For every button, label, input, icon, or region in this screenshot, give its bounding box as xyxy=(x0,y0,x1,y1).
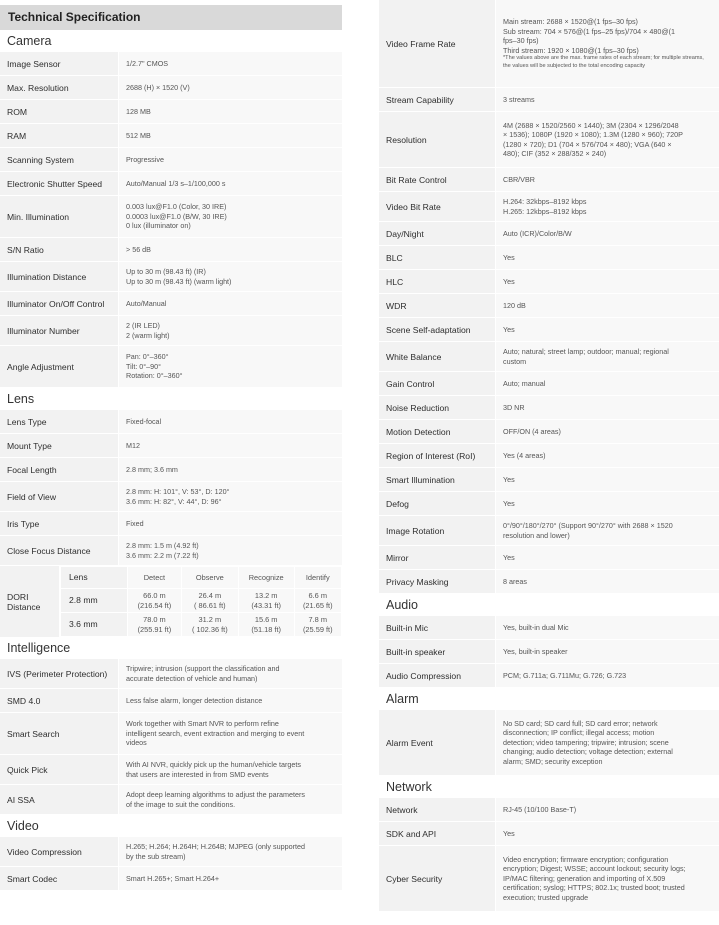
spec-value-line: Video encryption; firmware encryption; configuration xyxy=(503,854,669,864)
dori-distance-line: (51.18 ft) xyxy=(251,624,281,634)
spec-label: Built-in Mic xyxy=(379,616,495,640)
spec-value-line: disconnection; IP conflict; illegal access; motion xyxy=(503,728,655,738)
dori-distance-line: (255.91 ft) xyxy=(137,624,172,634)
spec-value-line: 2 (warm light) xyxy=(126,330,170,340)
spec-value xyxy=(495,570,719,594)
spec-label: Illuminator On/Off Control xyxy=(0,292,118,316)
spec-label: Gain Control xyxy=(379,372,495,396)
spec-value-line: 2.8 mm; 3.6 mm xyxy=(126,464,178,474)
spec-value-line: detection; video tampering; tripwire; intrusion; scene xyxy=(503,737,669,747)
spec-label: Max. Resolution xyxy=(0,76,118,100)
spec-value xyxy=(118,536,342,566)
spec-row xyxy=(0,713,342,755)
spec-value-line: changing; audio detection; voltage detection; external xyxy=(503,747,673,757)
spec-row xyxy=(0,124,342,148)
spec-label: Bit Rate Control xyxy=(379,168,495,192)
dori-distance-line: (216.54 ft) xyxy=(137,600,172,610)
spec-value-line: Pan: 0°–360° xyxy=(126,352,169,362)
spec-label: Lens Type xyxy=(0,410,118,434)
spec-label: Angle Adjustment xyxy=(0,346,118,388)
spec-value xyxy=(495,516,719,546)
spec-label: AI SSA xyxy=(0,785,118,815)
spec-value-line: H.265; H.264; H.264H; H.264B; MJPEG (only supported xyxy=(126,842,305,851)
spec-value-line: 1/2.7" CMOS xyxy=(126,58,169,68)
section-heading: Intelligence xyxy=(7,641,71,655)
spec-value xyxy=(118,434,342,458)
spec-value xyxy=(495,112,719,168)
spec-value-line: 0°/90°/180°/270° (Support 90°/270° with 2688 × 1520 xyxy=(503,521,673,530)
spec-value-line: H.265: 12kbps–8192 kbps xyxy=(503,206,587,216)
spec-row xyxy=(0,346,342,388)
spec-value-line: 3.6 mm: 2.2 m (7.22 ft) xyxy=(126,550,199,560)
spec-row xyxy=(379,420,719,444)
spec-value-line: encryption; Digest; WSSE; account lockout; security logs; xyxy=(503,864,686,874)
page-title: Technical Specification xyxy=(0,5,342,30)
dori-distance-cell xyxy=(181,589,238,613)
spec-value-line: Yes xyxy=(503,324,515,334)
spec-value-line: 3.6 mm: H: 82°, V: 44°, D: 96° xyxy=(126,496,222,506)
spec-row xyxy=(379,342,719,372)
spec-value-line: Yes, built-in dual Mic xyxy=(503,622,569,632)
dori-distance-line: (43.31 ft) xyxy=(251,600,281,610)
spec-value xyxy=(495,168,719,192)
spec-value xyxy=(495,664,719,688)
left-spec-column xyxy=(0,0,342,891)
spec-value-line: Fixed xyxy=(126,518,144,528)
spec-label: Alarm Event xyxy=(379,710,495,776)
spec-value-line: Rotation: 0°–360° xyxy=(126,371,183,381)
spec-value xyxy=(495,270,719,294)
spec-value-line: fps–30 fps) xyxy=(503,36,539,46)
spec-footnote: *The values above are the max. frame rates of each stream; for multiple streams, the values will be subjected to the total encoding capacity xyxy=(503,55,704,69)
spec-row xyxy=(0,482,342,512)
spec-value-line: Yes xyxy=(503,276,515,286)
spec-value-line: Yes xyxy=(503,552,515,562)
spec-value xyxy=(118,410,342,434)
spec-value-line: With AI NVR, quickly pick up the human/vehicle targets xyxy=(126,760,301,769)
spec-value-line: Adopt deep learning algorithms to adjust the parameters xyxy=(126,790,305,799)
spec-row xyxy=(0,292,342,316)
section-heading: Audio xyxy=(386,598,418,612)
spec-row xyxy=(379,822,719,846)
spec-value-line: videos xyxy=(126,738,147,748)
spec-label: Noise Reduction xyxy=(379,396,495,420)
dori-distance-cell xyxy=(128,613,182,637)
spec-label: Audio Compression xyxy=(379,664,495,688)
spec-value-line: Progressive xyxy=(126,154,164,164)
spec-value xyxy=(118,76,342,100)
spec-value-line: resolution and lower) xyxy=(503,530,570,540)
dori-distance-line: 13.2 m xyxy=(254,590,278,600)
spec-value-line: 4M (2688 × 1520/2560 × 1440); 3M (2304 × 1296/2048 xyxy=(503,120,679,130)
spec-row xyxy=(0,148,342,172)
spec-value xyxy=(495,372,719,396)
spec-label: Stream Capability xyxy=(379,88,495,112)
section-heading: Alarm xyxy=(386,692,419,706)
spec-row xyxy=(0,785,342,815)
dori-row xyxy=(61,589,342,613)
spec-label: Image Sensor xyxy=(0,52,118,76)
spec-value-line: H.264: 32kbps–8192 kbps xyxy=(503,197,587,206)
dori-distance-line: (21.65 ft) xyxy=(302,600,333,610)
dori-row xyxy=(61,613,342,637)
spec-row xyxy=(379,168,719,192)
spec-row xyxy=(0,52,342,76)
spec-value xyxy=(118,52,342,76)
spec-value-line: Auto; manual xyxy=(503,378,546,388)
dori-distance-line: 78.0 m xyxy=(143,614,166,624)
spec-value xyxy=(118,172,342,196)
spec-value-line: alarm; SMD; security exception xyxy=(503,756,603,766)
spec-row xyxy=(0,755,342,785)
spec-value-line: Auto/Manual xyxy=(126,298,167,308)
spec-value-line: Yes xyxy=(503,252,515,262)
section-heading: Camera xyxy=(7,34,52,48)
spec-value-line: 2.8 mm: 1.5 m (4.92 ft) xyxy=(126,541,199,550)
spec-value xyxy=(495,294,719,318)
spec-value xyxy=(118,100,342,124)
spec-row xyxy=(0,316,342,346)
dori-header-cell: Identify xyxy=(294,567,341,589)
spec-value-line: Work together with Smart NVR to perform refine xyxy=(126,719,279,729)
spec-row xyxy=(0,536,342,566)
spec-row xyxy=(379,616,719,640)
dori-distance-cell xyxy=(238,589,294,613)
dori-header-cell: Recognize xyxy=(238,567,294,589)
dori-distance-line: 15.6 m xyxy=(254,614,278,624)
spec-label: Video Compression xyxy=(0,837,118,867)
spec-row xyxy=(379,570,719,594)
spec-value-line: × 1536); 1080P (1920 × 1080); 1.3M (1280 × 960); 720P xyxy=(503,130,683,139)
spec-value-line: Main stream: 2688 × 1520@(1 fps–30 fps) xyxy=(503,17,638,27)
spec-label: Privacy Masking xyxy=(379,570,495,594)
spec-value-line: 480); CIF (352 × 288/352 × 240) xyxy=(503,149,607,158)
spec-value-line: Yes xyxy=(503,498,515,508)
spec-row xyxy=(0,238,342,262)
spec-value xyxy=(118,124,342,148)
spec-value xyxy=(495,0,719,88)
spec-row xyxy=(0,76,342,100)
spec-value xyxy=(118,713,342,755)
spec-value xyxy=(118,755,342,785)
spec-label: SMD 4.0 xyxy=(0,689,118,713)
spec-value-line: 3 streams xyxy=(503,94,535,104)
spec-value xyxy=(118,837,342,867)
spec-value xyxy=(118,262,342,292)
spec-label: Defog xyxy=(379,492,495,516)
dori-distance-line: 7.8 m xyxy=(308,614,327,624)
dori-lens-cell: 2.8 mm xyxy=(61,589,128,613)
spec-label: HLC xyxy=(379,270,495,294)
spec-label: Smart Codec xyxy=(0,867,118,891)
spec-value xyxy=(495,822,719,846)
dori-distance-line: 6.6 m xyxy=(308,590,327,600)
spec-label: Video Frame Rate xyxy=(379,0,495,88)
spec-value-line: RJ-45 (10/100 Base-T) xyxy=(503,804,577,814)
spec-value-line: 0.0003 lux@F1.0 (B/W, 30 IRE) xyxy=(126,211,227,221)
spec-row xyxy=(0,262,342,292)
dori-table xyxy=(60,566,342,637)
spec-row xyxy=(0,172,342,196)
spec-value-line: 8 areas xyxy=(503,576,527,586)
spec-value-line: 512 MB xyxy=(126,130,151,140)
spec-row xyxy=(0,196,342,238)
spec-value-line: M12 xyxy=(126,440,140,450)
spec-label: Illuminator Number xyxy=(0,316,118,346)
spec-value xyxy=(495,342,719,372)
spec-row xyxy=(0,867,342,891)
spec-row xyxy=(379,468,719,492)
spec-row xyxy=(379,88,719,112)
spec-value xyxy=(118,659,342,689)
spec-row xyxy=(379,112,719,168)
spec-value xyxy=(495,444,719,468)
spec-row xyxy=(379,664,719,688)
spec-row xyxy=(379,222,719,246)
spec-row xyxy=(379,846,719,912)
spec-value-line: PCM; G.711a; G.711Mu; G.726; G.723 xyxy=(503,670,627,680)
right-spec-column xyxy=(379,0,719,912)
dori-header-cell: Observe xyxy=(181,567,238,589)
spec-row xyxy=(379,396,719,420)
spec-value-line: Auto/Manual 1/3 s–1/100,000 s xyxy=(126,178,226,188)
spec-label: Electronic Shutter Speed xyxy=(0,172,118,196)
dori-distance-line: ( 102.36 ft) xyxy=(191,624,228,634)
spec-value-line: Fixed-focal xyxy=(126,416,162,426)
spec-value-line: 0.003 lux@F1.0 (Color, 30 IRE) xyxy=(126,202,227,212)
spec-row xyxy=(0,659,342,689)
spec-value-line: Yes xyxy=(503,474,515,484)
spec-row xyxy=(379,444,719,468)
spec-value-line: Sub stream: 704 × 576@(1 fps–25 fps)/704 × 480@(1 xyxy=(503,26,676,36)
spec-value-line: No SD card; SD card full; SD card error; network xyxy=(503,718,658,728)
spec-row xyxy=(0,100,342,124)
spec-value-line: IP/MAC filtering; generation and importing of X.509 xyxy=(503,873,666,883)
spec-value xyxy=(118,316,342,346)
spec-value xyxy=(495,192,719,222)
spec-row xyxy=(379,798,719,822)
spec-value-line: Less false alarm, longer detection distance xyxy=(126,695,263,705)
spec-row xyxy=(0,689,342,713)
spec-value-line: Up to 30 m (98.43 ft) (warm light) xyxy=(126,276,232,286)
spec-label: Network xyxy=(379,798,495,822)
spec-label: Field of View xyxy=(0,482,118,512)
spec-label: Min. Illumination xyxy=(0,196,118,238)
spec-label: Video Bit Rate xyxy=(379,192,495,222)
spec-value xyxy=(495,640,719,664)
spec-row xyxy=(0,837,342,867)
dori-label: DORI Distance xyxy=(0,566,60,637)
spec-label: Focal Length xyxy=(0,458,118,482)
spec-label: S/N Ratio xyxy=(0,238,118,262)
spec-value xyxy=(495,222,719,246)
dori-header-cell: Lens xyxy=(61,567,128,589)
spec-value-line: 3D NR xyxy=(503,402,525,412)
spec-value-line: custom xyxy=(503,356,527,366)
spec-value-line: intelligent search, event extraction and merging to event xyxy=(126,728,305,738)
spec-value-line: CBR/VBR xyxy=(503,174,535,184)
spec-value xyxy=(118,785,342,815)
dori-distance-line: 66.0 m xyxy=(143,590,166,600)
spec-label: Cyber Security xyxy=(379,846,495,912)
spec-row xyxy=(379,318,719,342)
spec-value xyxy=(118,689,342,713)
spec-value-line: 120 dB xyxy=(503,300,526,310)
spec-value xyxy=(495,468,719,492)
spec-value xyxy=(118,867,342,891)
spec-value xyxy=(495,318,719,342)
spec-row xyxy=(379,270,719,294)
spec-label: Mirror xyxy=(379,546,495,570)
spec-value xyxy=(495,246,719,270)
right-spec-table xyxy=(379,0,719,912)
spec-value-line: 2.8 mm: H: 101°, V: 53°, D: 120° xyxy=(126,487,230,496)
spec-label: Image Rotation xyxy=(379,516,495,546)
spec-value-line: Smart H.265+; Smart H.264+ xyxy=(126,873,220,883)
spec-row xyxy=(0,512,342,536)
dori-distance-cell xyxy=(128,589,182,613)
spec-label: RAM xyxy=(0,124,118,148)
section-heading: Lens xyxy=(7,392,35,406)
spec-value xyxy=(495,846,719,912)
spec-value-line: of the image to suit the conditions. xyxy=(126,799,236,809)
spec-value-line: certification; syslog; HTTPS; 802.1x; trusted boot; trusted xyxy=(503,883,685,893)
spec-label: SDK and API xyxy=(379,822,495,846)
spec-label: Scene Self-adaptation xyxy=(379,318,495,342)
spec-label: Close Focus Distance xyxy=(0,536,118,566)
spec-value-line: Up to 30 m (98.43 ft) (IR) xyxy=(126,267,206,276)
spec-value xyxy=(118,292,342,316)
spec-value xyxy=(495,616,719,640)
spec-value-line: that users are interested in from SMD events xyxy=(126,769,269,779)
spec-row xyxy=(379,246,719,270)
spec-row xyxy=(0,458,342,482)
spec-value-line: accurate detection of vehicle and human) xyxy=(126,673,258,683)
spec-value xyxy=(118,238,342,262)
spec-value-line: Yes xyxy=(503,828,515,838)
spec-value xyxy=(118,148,342,172)
spec-label: White Balance xyxy=(379,342,495,372)
spec-value xyxy=(118,458,342,482)
spec-value-line: Tripwire; intrusion (support the classification and xyxy=(126,664,280,673)
left-spec-table xyxy=(0,30,342,891)
spec-value-line: > 56 dB xyxy=(126,244,151,254)
spec-value xyxy=(118,482,342,512)
spec-value-line: OFF/ON (4 areas) xyxy=(503,426,561,436)
section-heading: Video xyxy=(7,819,39,833)
spec-value-line: Yes, built-in speaker xyxy=(503,646,568,656)
spec-label: Motion Detection xyxy=(379,420,495,444)
spec-value-line: Third stream: 1920 × 1080@(1 fps–30 fps) xyxy=(503,45,639,55)
spec-row xyxy=(379,0,719,88)
spec-row xyxy=(379,372,719,396)
spec-label: Scanning System xyxy=(0,148,118,172)
spec-label: Region of Interest (RoI) xyxy=(379,444,495,468)
spec-value xyxy=(495,420,719,444)
spec-label: Quick Pick xyxy=(0,755,118,785)
spec-value xyxy=(118,196,342,238)
spec-value xyxy=(495,396,719,420)
spec-label: Day/Night xyxy=(379,222,495,246)
dori-distance-cell xyxy=(294,589,341,613)
section-heading: Network xyxy=(386,780,432,794)
spec-label: Smart Search xyxy=(0,713,118,755)
spec-row xyxy=(379,640,719,664)
spec-value-line: Auto (ICR)/Color/B/W xyxy=(503,228,572,238)
spec-label: Iris Type xyxy=(0,512,118,536)
spec-label: IVS (Perimeter Protection) xyxy=(0,659,118,689)
dori-distance-cell xyxy=(238,613,294,637)
spec-label: BLC xyxy=(379,246,495,270)
spec-row xyxy=(0,434,342,458)
dori-distance-line: ( 86.61 ft) xyxy=(193,600,226,610)
dori-distance-cell xyxy=(181,613,238,637)
dori-header-cell: Detect xyxy=(128,567,182,589)
dori-distance-line: 26.4 m xyxy=(198,590,222,600)
spec-value-line: by the sub stream) xyxy=(126,851,186,861)
spec-label: WDR xyxy=(379,294,495,318)
spec-label: Built-in speaker xyxy=(379,640,495,664)
spec-value xyxy=(495,798,719,822)
spec-value-line: (1280 × 720); D1 (704 × 576/704 × 480); VGA (640 × xyxy=(503,139,672,149)
spec-value-line: 2688 (H) × 1520 (V) xyxy=(126,82,190,92)
spec-row xyxy=(0,410,342,434)
spec-value-line: execution; trusted upgrade xyxy=(503,892,589,902)
spec-row xyxy=(379,710,719,776)
spec-value xyxy=(495,88,719,112)
spec-label: Smart Illumination xyxy=(379,468,495,492)
dori-lens-cell: 3.6 mm xyxy=(61,613,128,637)
dori-distance-line: 31.2 m xyxy=(198,614,222,624)
spec-value xyxy=(495,546,719,570)
spec-row xyxy=(379,546,719,570)
dori-header-row xyxy=(61,567,342,589)
spec-row xyxy=(379,192,719,222)
spec-value-line: 128 MB xyxy=(126,106,151,116)
spec-label: Illumination Distance xyxy=(0,262,118,292)
spec-value-line: 2 (IR LED) xyxy=(126,321,160,330)
dori-distance-cell xyxy=(294,613,341,637)
spec-value xyxy=(118,512,342,536)
spec-value-line: Tilt: 0°–90° xyxy=(126,361,162,371)
spec-label: Mount Type xyxy=(0,434,118,458)
spec-value xyxy=(118,346,342,388)
spec-value-line: Auto; natural; street lamp; outdoor; manual; regional xyxy=(503,347,669,356)
spec-row xyxy=(379,294,719,318)
spec-value xyxy=(495,492,719,516)
dori-block xyxy=(0,566,342,637)
dori-distance-line: (25.59 ft) xyxy=(302,624,333,634)
spec-value-line: Yes (4 areas) xyxy=(503,450,546,460)
spec-row xyxy=(379,492,719,516)
spec-value-line: 0 lux (illuminator on) xyxy=(126,221,191,231)
spec-label: Resolution xyxy=(379,112,495,168)
spec-row xyxy=(379,516,719,546)
spec-value xyxy=(495,710,719,776)
spec-label: ROM xyxy=(0,100,118,124)
